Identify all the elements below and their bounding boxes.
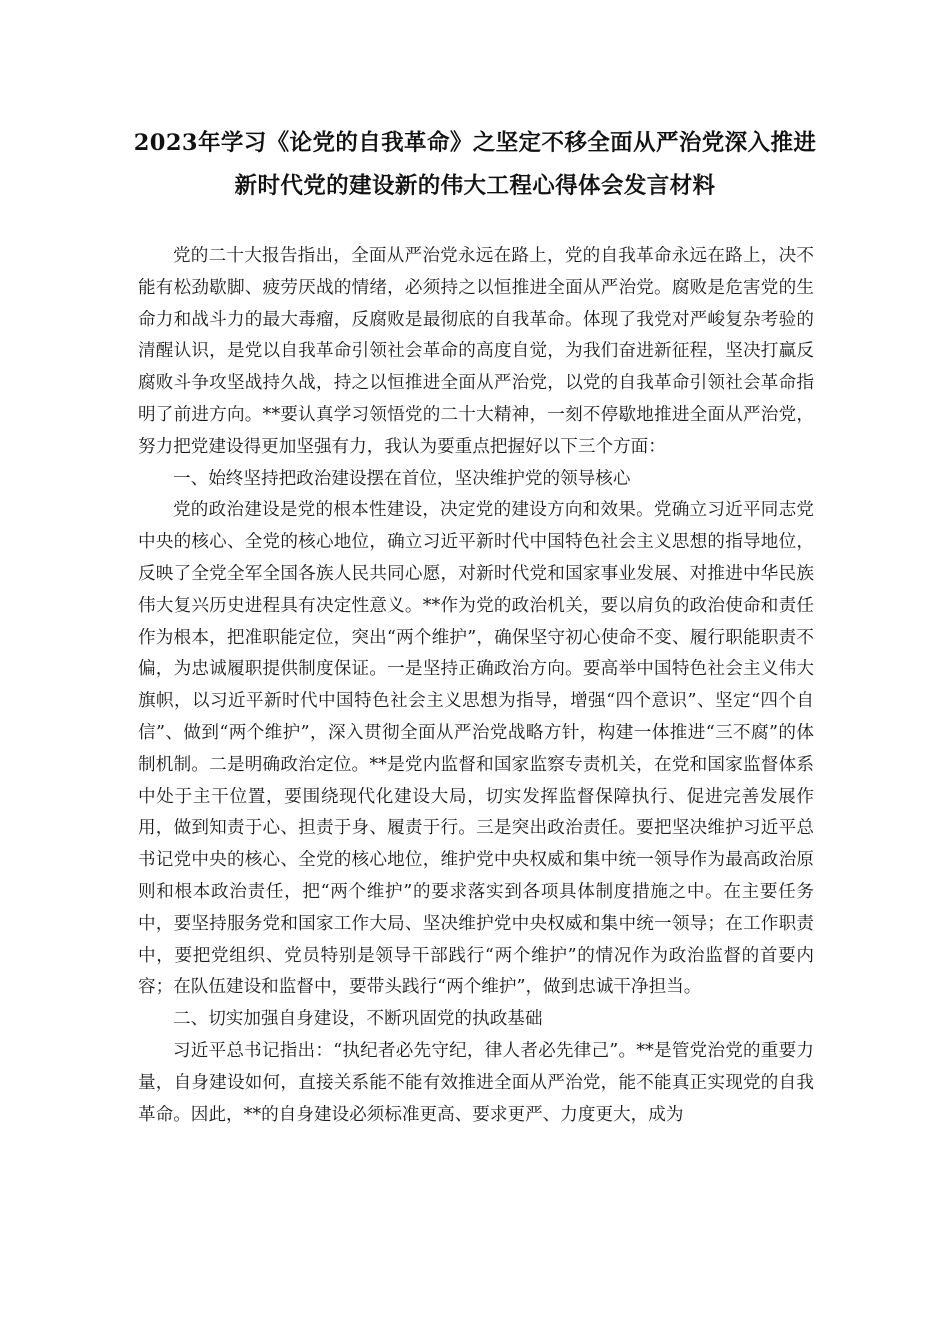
section-heading-1: 一、始终坚持把政治建设摆在首位，坚决维护党的领导核心 — [173, 468, 631, 489]
title-line-2: 新时代党的建设新的伟大工程心得体会发言材料 — [234, 173, 716, 199]
title-line-1: 2023年学习《论党的自我革命》之坚定不移全面从严治党深入推进 — [133, 130, 817, 156]
section-1-paragraph: 党的政治建设是党的根本性建设，决定党的建设方向和效果。党确立习近平同志党中央的核心、全党的核心地位，确立习近平新时代中国特色社会主义思想的指导地位，反映了全党全军全国各族人民共同心愿，对新时代党和国家事业发展、对推进中华民族伟大复兴历史进程具有决定性意义。**作为党的政治机关，要以肩负的政治使命和责任作为根本，把准职能定位，突出“两个维护”，确保坚守初心使命不变、履行职能职责不偏，为忠诚履职提供制度保证。一是坚持正确政治方向。要高举中国特色社会主义伟大旗帜，以习近平新时代中国特色社会主义思想为指导，增强“四个意识”、坚定“四个自信”、做到“两个维护”，深入贯彻全面从严治党战略方针，构建一体推进“三不腐”的体制机制。二是明确政治定位。**是党内监督和国家监察专责机关，在党和国家监督体系中处于主干位置，要围绕现代化建设大局，切实发挥监督保障执行、促进完善发展作用，做到知责于心、担责于身、履责于行。三是突出政治责任。要把坚决维护习近平总书记党中央的核心、全党的核心地位，维护党中央权威和集中统一领导作为最高政治原则和根本政治责任，把“两个维护”的要求落实到各项具体制度措施之中。在主要任务中，要坚持服务党和国家工作大局、坚决维护党中央权威和集中统一领导；在工作职责中，要把党组织、党员特别是领导干部践行“两个维护”的情况作为政治监督的首要内容；在队伍建设和监督中，要带头践行“两个维护”，做到忠诚干净担当。 — [138, 500, 814, 998]
section-2-paragraph: 习近平总书记指出：“执纪者必先守纪，律人者必先律己”。**是管党治党的重要力量，自身建设如何，直接关系能不能有效推进全面从严治党，能不能真正实现党的自我革命。因此，**的自身建设必须标准更高、要求更严、力度更大，成为 — [138, 1040, 814, 1125]
intro-paragraph: 党的二十大报告指出，全面从严治党永远在路上，党的自我革命永远在路上，决不能有松劲歇脚、疲劳厌战的情绪，必须持之以恒推进全面从严治党。腐败是危害党的生命力和战斗力的最大毒瘤，反腐败是最彻底的自我革命。体现了我党对严峻复杂考验的清醒认识，是党以自我革命引领社会革命的高度自觉，为我们奋进新征程，坚决打赢反腐败斗争攻坚战持久战，持之以恒推进全面从严治党，以党的自我革命引领社会革命指明了前进方向。**要认真学习领悟党的二十大精神，一刻不停歇地推进全面从严治党，努力把党建设得更加坚强有力，我认为要重点把握好以下三个方面： — [138, 246, 814, 457]
section-heading-2: 二、切实加强自身建设，不断巩固党的执政基础 — [173, 1009, 543, 1030]
document-body — [138, 241, 814, 1131]
document-title — [100, 122, 850, 208]
